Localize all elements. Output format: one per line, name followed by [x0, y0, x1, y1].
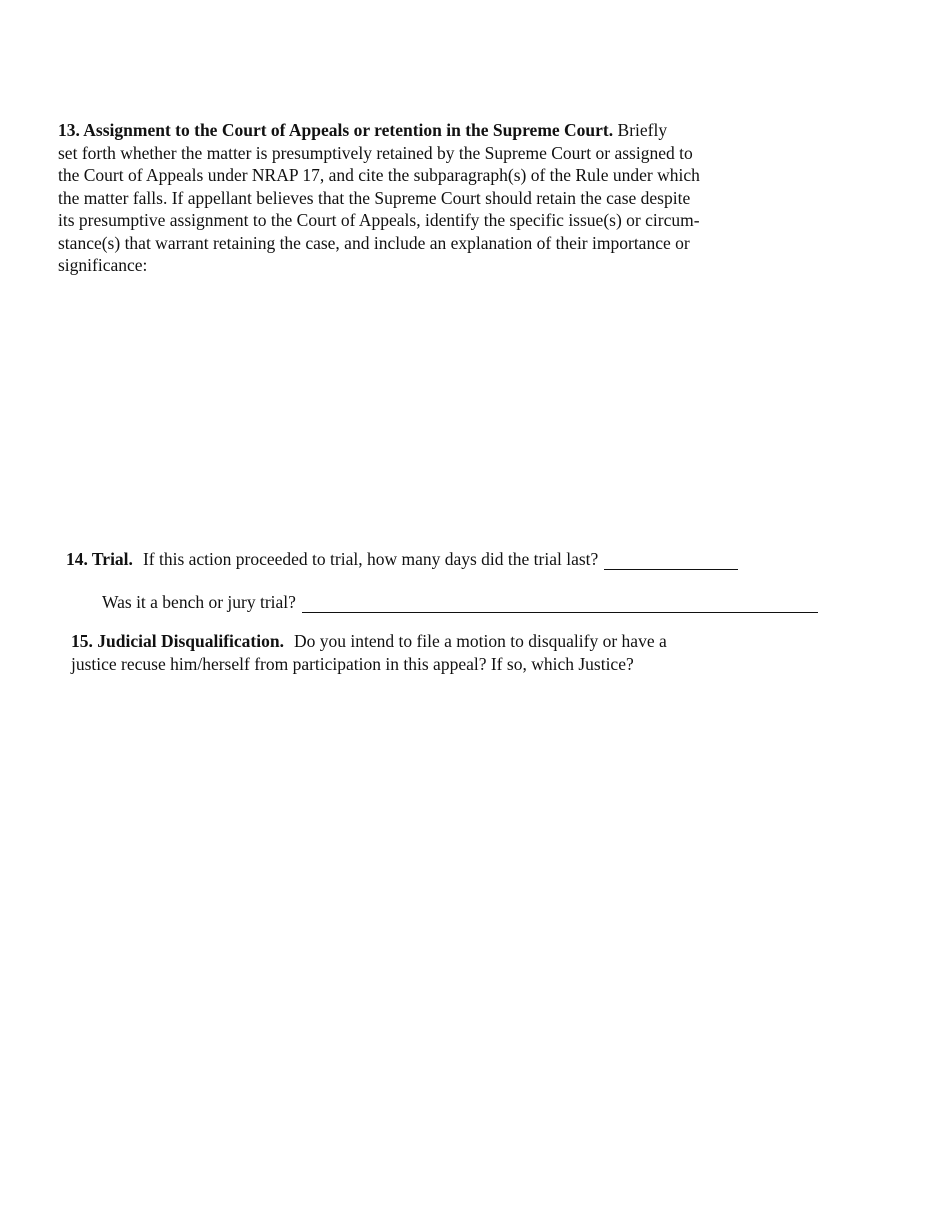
- trial-days-question: If this action proceeded to trial, how many days did the trial last?: [142, 549, 599, 569]
- bench-jury-question: Was it a bench or jury trial?: [102, 592, 296, 612]
- section-13: [58, 119, 700, 277]
- bench-jury-field[interactable]: [302, 591, 818, 613]
- section-15: [71, 630, 667, 675]
- bench-jury-row: [102, 591, 818, 613]
- section-13-line-1-rest: Briefly: [613, 120, 668, 140]
- section-13-line-7: significance:: [58, 255, 148, 275]
- section-13-line-3: the Court of Appeals under NRAP 17, and cite the subparagraph(s) of the Rule under which: [58, 165, 700, 185]
- section-13-heading: 13. Assignment to the Court of Appeals or retention in the Supreme Court.: [58, 120, 614, 140]
- section-13-line-4: the matter falls. If appellant believes that the Supreme Court should retain the case despite: [58, 187, 691, 208]
- trial-days-field[interactable]: [604, 548, 738, 570]
- section-13-line-6: stance(s) that warrant retaining the case, and include an explanation of their importance or: [58, 232, 690, 253]
- section-15-line-1: [71, 630, 667, 653]
- section-14-heading: 14. Trial.: [66, 549, 133, 569]
- section-15-heading: 15. Judicial Disqualification.: [71, 631, 284, 651]
- section-13-line-2: set forth whether the matter is presumptively retained by the Supreme Court or assigned to: [58, 142, 693, 163]
- section-15-line-1-rest: Do you intend to file a motion to disqualify or have a: [293, 631, 667, 651]
- trial-days-row: [66, 548, 866, 570]
- section-13-line-1: [58, 119, 700, 142]
- section-13-line-5: its presumptive assignment to the Court of Appeals, identify the specific issue(s) or circum-: [58, 210, 700, 230]
- section-15-line-2: justice recuse him/herself from participation in this appeal? If so, which Justice?: [71, 653, 634, 674]
- section-14: [66, 548, 866, 570]
